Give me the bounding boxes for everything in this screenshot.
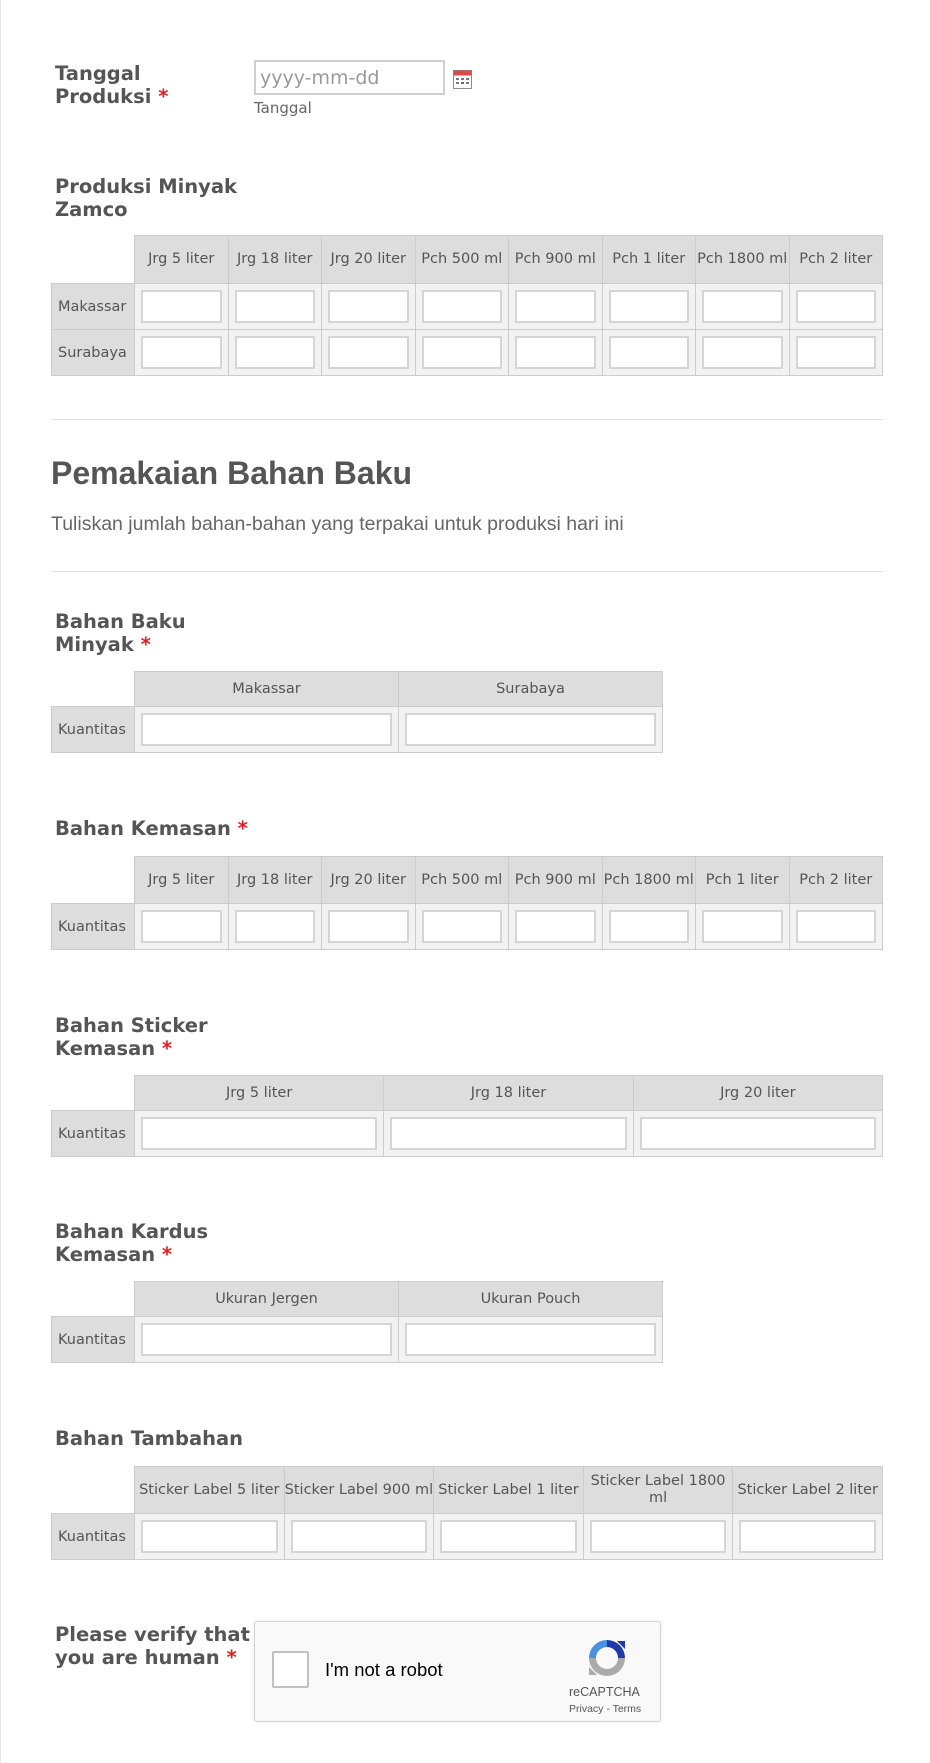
matrix-corner — [52, 236, 135, 284]
column-header: Pch 900 ml — [509, 857, 603, 904]
column-header: Sticker Label 1800 ml — [583, 1467, 733, 1514]
tanggal-produksi-label-text: Tanggal Produksi — [55, 62, 152, 108]
kardus-kemasan-label — [55, 1220, 215, 1266]
bahan-baku-label — [55, 610, 205, 656]
required-mark: * — [237, 817, 248, 840]
required-mark: * — [226, 1646, 237, 1669]
matrix-input[interactable] — [609, 290, 690, 323]
sticker-kemasan-field — [51, 1014, 883, 1159]
column-header: Ukuran Pouch — [399, 1282, 663, 1317]
recaptcha-links — [569, 1703, 641, 1715]
row-header: Kuantitas — [52, 904, 135, 950]
column-header: Pch 500 ml — [415, 236, 509, 284]
terms-link[interactable]: Terms — [612, 1703, 642, 1715]
table-row — [52, 1514, 883, 1560]
matrix-input[interactable] — [141, 1117, 377, 1150]
required-mark: * — [161, 1037, 173, 1060]
column-header: Jrg 20 liter — [633, 1076, 882, 1111]
row-header: Makassar — [52, 284, 135, 330]
section-title: Pemakaian Bahan Baku — [51, 455, 413, 491]
matrix-input[interactable] — [515, 910, 596, 943]
matrix-corner — [52, 1282, 135, 1317]
kardus-kemasan-matrix — [51, 1281, 663, 1363]
recaptcha-brand — [255, 1685, 655, 1699]
bahan-tambahan-label: Bahan Tambahan — [55, 1427, 244, 1450]
matrix-input[interactable] — [422, 290, 503, 323]
matrix-input[interactable] — [235, 336, 316, 369]
column-header: Jrg 5 liter — [135, 236, 229, 284]
column-header: Jrg 5 liter — [135, 1076, 384, 1111]
matrix-input[interactable] — [390, 1117, 626, 1150]
column-header: Sticker Label 900 ml — [284, 1467, 434, 1514]
matrix-input[interactable] — [739, 1520, 876, 1553]
divider — [51, 419, 883, 420]
matrix-input[interactable] — [141, 290, 222, 323]
bahan-kemasan-label-text: Bahan Kemasan — [55, 817, 231, 840]
column-header: Jrg 5 liter — [135, 857, 229, 904]
bahan-kemasan-matrix — [51, 856, 883, 950]
recaptcha-brand-text: reCAPTCHA — [569, 1685, 640, 1699]
column-header: Pch 1800 ml — [602, 857, 696, 904]
column-header: Pch 1800 ml — [696, 236, 790, 284]
tanggal-produksi-input[interactable] — [254, 60, 445, 95]
bahan-kemasan-label — [55, 817, 355, 840]
column-header: Jrg 18 liter — [384, 1076, 633, 1111]
recaptcha-widget — [254, 1621, 661, 1722]
row-header: Kuantitas — [52, 1514, 135, 1560]
column-header: Makassar — [135, 672, 399, 707]
column-header: Sticker Label 1 liter — [434, 1467, 584, 1514]
captcha-checkbox[interactable] — [272, 1651, 309, 1688]
matrix-input[interactable] — [235, 910, 316, 943]
matrix-input[interactable] — [440, 1520, 577, 1553]
matrix-input[interactable] — [609, 910, 690, 943]
row-header: Kuantitas — [52, 707, 135, 753]
matrix-input[interactable] — [609, 336, 690, 369]
bahan-baku-field — [51, 610, 883, 755]
row-header: Kuantitas — [52, 1111, 135, 1157]
tanggal-produksi-label — [55, 62, 205, 108]
matrix-input[interactable] — [702, 290, 783, 323]
matrix-corner — [52, 1076, 135, 1111]
matrix-input[interactable] — [328, 336, 409, 369]
matrix-input[interactable] — [235, 290, 316, 323]
tanggal-sublabel: Tanggal — [254, 99, 312, 117]
kardus-kemasan-field — [51, 1220, 883, 1365]
matrix-corner — [52, 1467, 135, 1514]
privacy-link[interactable]: Privacy — [569, 1703, 604, 1715]
column-header: Pch 1 liter — [602, 236, 696, 284]
column-header: Jrg 18 liter — [228, 857, 322, 904]
matrix-input[interactable] — [515, 290, 596, 323]
matrix-input[interactable] — [141, 713, 392, 746]
sticker-kemasan-label-text: Bahan Sticker Kemasan — [55, 1014, 208, 1060]
captcha-checkbox-label: I'm not a robot — [325, 1659, 443, 1680]
produksi-label: Produksi Minyak Zamco — [55, 175, 238, 221]
captcha-label-text: Please verify that you are human — [55, 1623, 250, 1669]
column-header: Pch 900 ml — [509, 236, 603, 284]
required-mark: * — [140, 633, 151, 656]
matrix-input[interactable] — [590, 1520, 727, 1553]
matrix-input[interactable] — [640, 1117, 876, 1150]
matrix-input[interactable] — [422, 336, 503, 369]
matrix-input[interactable] — [405, 1323, 656, 1356]
column-header: Pch 1 liter — [696, 857, 790, 904]
matrix-input[interactable] — [328, 910, 409, 943]
sticker-kemasan-matrix — [51, 1075, 883, 1157]
matrix-input[interactable] — [291, 1520, 428, 1553]
produksi-matrix — [51, 235, 883, 376]
matrix-input[interactable] — [796, 336, 877, 369]
section-subtitle: Tuliskan jumlah bahan-bahan yang terpakai untuk produksi hari ini — [51, 513, 624, 535]
column-header: Surabaya — [399, 672, 663, 707]
matrix-input[interactable] — [141, 910, 222, 943]
column-header: Jrg 18 liter — [228, 236, 322, 284]
matrix-input[interactable] — [422, 910, 503, 943]
column-header: Pch 500 ml — [415, 857, 509, 904]
matrix-input[interactable] — [328, 290, 409, 323]
matrix-input[interactable] — [796, 910, 877, 943]
matrix-input[interactable] — [141, 1323, 392, 1356]
table-row — [52, 904, 883, 950]
row-header: Kuantitas — [52, 1317, 135, 1363]
matrix-input[interactable] — [141, 1520, 278, 1553]
required-mark: * — [161, 1243, 173, 1266]
sticker-kemasan-label — [55, 1014, 215, 1060]
table-row — [52, 284, 883, 330]
row-header: Surabaya — [52, 330, 135, 376]
column-header: Jrg 20 liter — [322, 236, 416, 284]
table-row — [52, 707, 663, 753]
matrix-input[interactable] — [405, 713, 656, 746]
matrix-input[interactable] — [515, 336, 596, 369]
captcha-label — [55, 1623, 255, 1669]
bahan-baku-matrix — [51, 671, 663, 753]
bahan-kemasan-field — [51, 817, 883, 952]
bahan-tambahan-matrix — [51, 1466, 883, 1560]
bahan-baku-label-text: Bahan Baku Minyak — [55, 610, 186, 656]
column-header: Pch 2 liter — [789, 236, 883, 284]
required-mark: * — [158, 85, 169, 108]
column-header: Pch 2 liter — [789, 857, 883, 904]
matrix-input[interactable] — [702, 336, 783, 369]
produksi-field — [51, 173, 883, 378]
link-separator: - — [603, 1703, 613, 1715]
calendar-icon[interactable] — [453, 70, 472, 89]
matrix-input[interactable] — [796, 290, 877, 323]
table-row — [52, 1111, 883, 1157]
matrix-corner — [52, 857, 135, 904]
column-header: Sticker Label 5 liter — [135, 1467, 285, 1514]
table-row — [52, 330, 883, 376]
matrix-input[interactable] — [702, 910, 783, 943]
divider — [51, 571, 883, 572]
table-row — [52, 1317, 663, 1363]
column-header: Ukuran Jergen — [135, 1282, 399, 1317]
column-header: Sticker Label 2 liter — [733, 1467, 883, 1514]
matrix-input[interactable] — [141, 336, 222, 369]
column-header: Jrg 20 liter — [322, 857, 416, 904]
bahan-tambahan-field — [51, 1427, 883, 1562]
tanggal-produksi-field — [51, 0, 883, 120]
matrix-corner — [52, 672, 135, 707]
recaptcha-logo-icon — [585, 1636, 629, 1680]
kardus-kemasan-label-text: Bahan Kardus Kemasan — [55, 1220, 209, 1266]
